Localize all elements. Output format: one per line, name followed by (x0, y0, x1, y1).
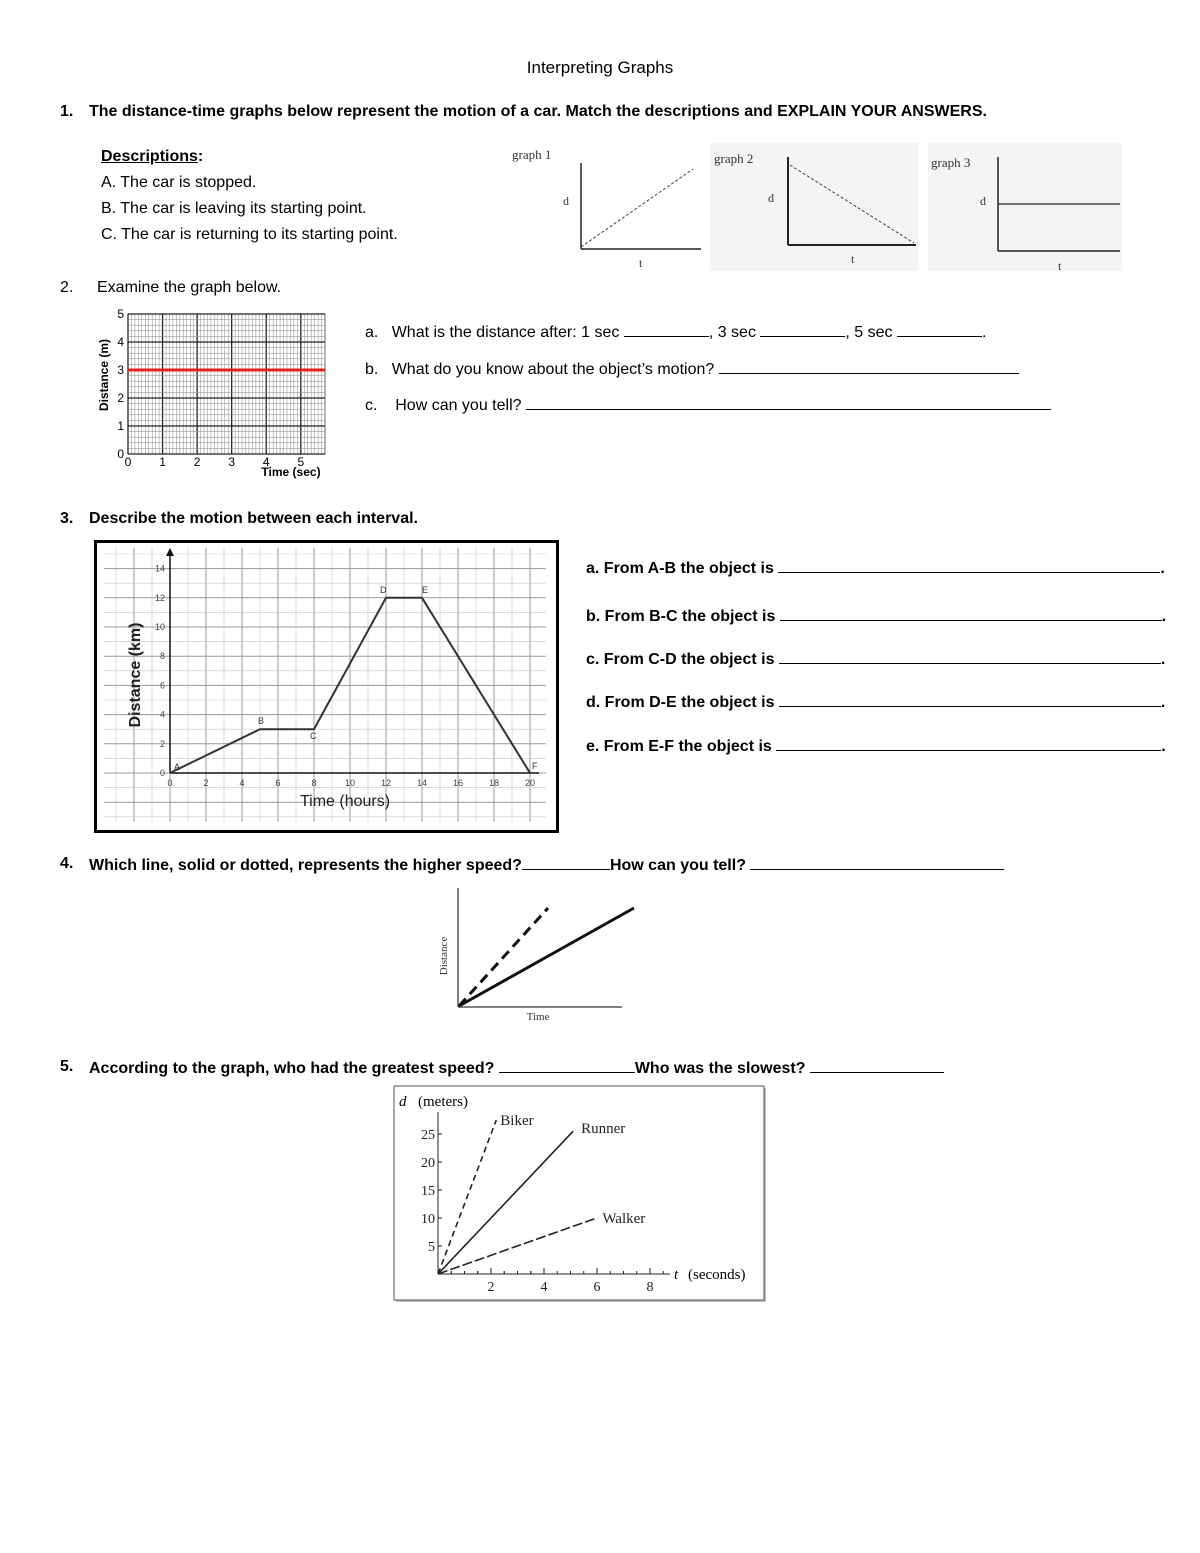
q2-ytick: 3 (117, 363, 124, 377)
q5-line (89, 1058, 944, 1078)
q2b-text: What do you know about the object’s motion? (391, 361, 715, 378)
description-a: A. The car is stopped. (101, 174, 257, 191)
q2a-blank-5[interactable] (897, 322, 982, 337)
q2b (365, 359, 1019, 379)
q3-answer-c (586, 649, 1165, 669)
q2c-label: c. (365, 397, 378, 414)
q1-number: 1. (60, 103, 74, 120)
q2-ytick: 1 (117, 419, 124, 433)
q1-descriptions (101, 148, 398, 252)
q3-xtick: 16 (452, 778, 464, 788)
q2b-blank[interactable] (719, 359, 1019, 374)
q3-ytick: 12 (154, 592, 165, 603)
q2-graph (90, 305, 335, 483)
q3-point-label: B (258, 716, 265, 727)
q2a-label: a. (365, 324, 379, 341)
q3b-text: b. From B-C the object is (586, 608, 776, 625)
q2a-text: What is the distance after: 1 sec (391, 324, 620, 341)
page-title: Interpreting Graphs (526, 58, 674, 77)
q3e-end: . (1161, 738, 1166, 755)
q3d-blank[interactable] (779, 692, 1161, 707)
q3-number: 3. (60, 510, 74, 527)
q5-xtick: 6 (593, 1280, 601, 1295)
graph-3-ylabel: d (980, 194, 986, 208)
q4-text2: How can you tell? (609, 857, 746, 874)
q3-answer-d (586, 692, 1165, 712)
q3c-end: . (1160, 651, 1166, 668)
q4-solid-line (459, 908, 634, 1006)
q4-graph (430, 884, 640, 1024)
q4-ylabel: Distance (438, 936, 450, 976)
q2-grid (128, 314, 325, 454)
q5-ytick: 10 (421, 1212, 435, 1227)
descriptions-colon: : (197, 148, 204, 165)
q3a-text: a. From A-B the object is (586, 560, 774, 577)
q4-dotted-line (459, 908, 548, 1006)
q3b-blank[interactable] (780, 606, 1162, 621)
q2a-blank-3[interactable] (760, 322, 845, 337)
q3-point-label: D (380, 584, 387, 595)
q2-xlabel: Time (sec) (261, 465, 321, 479)
q5-blank-1[interactable] (499, 1058, 635, 1073)
q5-ytick: 25 (421, 1128, 435, 1143)
q3-ytick: 0 (159, 768, 165, 778)
q4-blank-1[interactable] (522, 855, 610, 870)
graph-2-ylabel: d (768, 191, 774, 205)
q3-xtick: 20 (524, 778, 536, 788)
q3c-text: c. From C-D the object is (586, 651, 775, 668)
q3-xtick: 2 (203, 778, 209, 788)
q3-xtick: 0 (167, 778, 173, 788)
graph-1-ylabel: d (563, 194, 569, 208)
q2a-blank-1[interactable] (624, 322, 709, 337)
q5-ytick: 5 (428, 1240, 435, 1255)
q3d-text: d. From D-E the object is (586, 694, 775, 711)
q2b-label: b. (365, 361, 379, 378)
q3b-end: . (1161, 608, 1167, 625)
q3-answer-a (586, 558, 1165, 578)
q2-xtick: 3 (228, 455, 236, 469)
q3-ytick: 8 (159, 651, 165, 662)
q2c-text: How can you tell? (395, 397, 522, 414)
q3-graph (94, 540, 560, 834)
q3-ytick: 4 (159, 709, 165, 720)
q2-xtick: 4 (262, 455, 270, 469)
q3-point-label: A (174, 762, 181, 772)
q2-xtick: 2 (193, 455, 201, 469)
graph-3-xlabel: t (1058, 259, 1062, 273)
q2a-3sec: , 3 sec (708, 324, 756, 341)
q3-ytick: 14 (154, 563, 165, 574)
q5-xlabel-var: t (674, 1267, 679, 1283)
q3-point-label: F (532, 761, 538, 771)
graph-2-xlabel: t (851, 252, 855, 266)
q3c-blank[interactable] (779, 649, 1161, 664)
q2c (365, 395, 1051, 415)
q3-ytick: 6 (159, 680, 165, 691)
q3-text: Describe the motion between each interval. (89, 510, 418, 527)
q2-xtick: 0 (124, 455, 132, 469)
q5-ylabel-unit: (meters) (418, 1094, 468, 1110)
q5-xtick: 2 (487, 1280, 495, 1295)
q2-text: Examine the graph below. (97, 279, 282, 296)
q2-ytick: 4 (117, 335, 124, 349)
graph-1-label: graph 1 (512, 147, 552, 162)
q4-xlabel: Time (526, 1011, 550, 1023)
q3e-text: e. From E-F the object is (586, 738, 772, 755)
q3-xtick: 14 (416, 778, 428, 788)
q3-ylabel: Distance (km) (127, 622, 144, 728)
q2a-end: . (982, 324, 987, 341)
q5-xtick: 8 (646, 1280, 654, 1295)
q2-number: 2. (60, 279, 74, 296)
q2a (365, 322, 986, 342)
q4-text: Which line, solid or dotted, represents the higher speed? (89, 857, 522, 874)
q1-graph-1 (505, 143, 705, 273)
q2-plot-area (128, 314, 325, 454)
q1-text: The distance-time graphs below represent the motion of a car. Match the descriptions and EXPLAIN YOUR ANSWERS. (89, 103, 987, 120)
q2-xtick: 1 (159, 455, 166, 469)
q1-graph-2 (710, 143, 920, 273)
q5-ytick: 20 (421, 1156, 435, 1171)
q3-xtick: 10 (344, 778, 356, 788)
q3-answer-e (586, 736, 1166, 756)
description-c: C. The car is returning to its starting point. (101, 226, 398, 243)
q3-answer-b (586, 606, 1166, 626)
graph-2-label: graph 2 (714, 151, 754, 166)
q5-series-label: Biker (500, 1113, 534, 1129)
q5-number: 5. (60, 1058, 74, 1075)
q5-blank-2[interactable] (810, 1058, 944, 1073)
q3-xtick: 4 (239, 778, 245, 788)
q3a-end: . (1160, 560, 1165, 577)
q3-ytick: 2 (159, 738, 165, 749)
q4-blank-2[interactable] (750, 855, 1004, 870)
q5-ylabel-var: d (399, 1094, 407, 1110)
q1-graph-3 (928, 143, 1124, 273)
q2-ytick: 5 (117, 307, 124, 321)
graph-3-label: graph 3 (931, 155, 971, 170)
q5-text: According to the graph, who had the greatest speed? (89, 1060, 495, 1077)
q3d-end: . (1160, 694, 1166, 711)
q3-xtick: 8 (311, 778, 317, 788)
q2-ytick: 0 (117, 447, 124, 461)
q3-xtick: 12 (380, 778, 392, 788)
graph-1-line (581, 169, 693, 247)
q4-number: 4. (60, 855, 74, 872)
graph-1-xlabel: t (639, 256, 643, 270)
q3-point-label: E (422, 584, 429, 595)
q5-graph (392, 1084, 770, 1306)
q5-xlabel-unit: (seconds) (688, 1267, 746, 1283)
description-b: B. The car is leaving its starting point. (101, 200, 367, 217)
q2-ylabel: Distance (m) (97, 338, 111, 412)
q5-series-label: Walker (602, 1210, 646, 1227)
q3a-blank[interactable] (778, 558, 1160, 573)
descriptions-heading: Descriptions (101, 148, 198, 165)
q3-xlabel: Time (hours) (299, 793, 391, 810)
q2-ytick: 2 (117, 391, 124, 405)
q5-series-label: Runner (581, 1121, 626, 1138)
q3-xtick: 18 (488, 778, 500, 788)
q3-point-label: C (310, 731, 317, 742)
q4-line (89, 855, 1004, 875)
q2c-blank[interactable] (526, 395, 1051, 410)
q3-xtick: 6 (275, 778, 281, 788)
q2-xtick: 5 (297, 455, 305, 469)
q2a-5sec: , 5 sec (845, 324, 893, 341)
q3e-blank[interactable] (776, 736, 1161, 751)
q3-ytick: 10 (154, 622, 165, 632)
q5-ytick: 15 (421, 1184, 435, 1199)
q5-xtick: 4 (540, 1280, 548, 1295)
q5-text2: Who was the slowest? (634, 1060, 806, 1077)
